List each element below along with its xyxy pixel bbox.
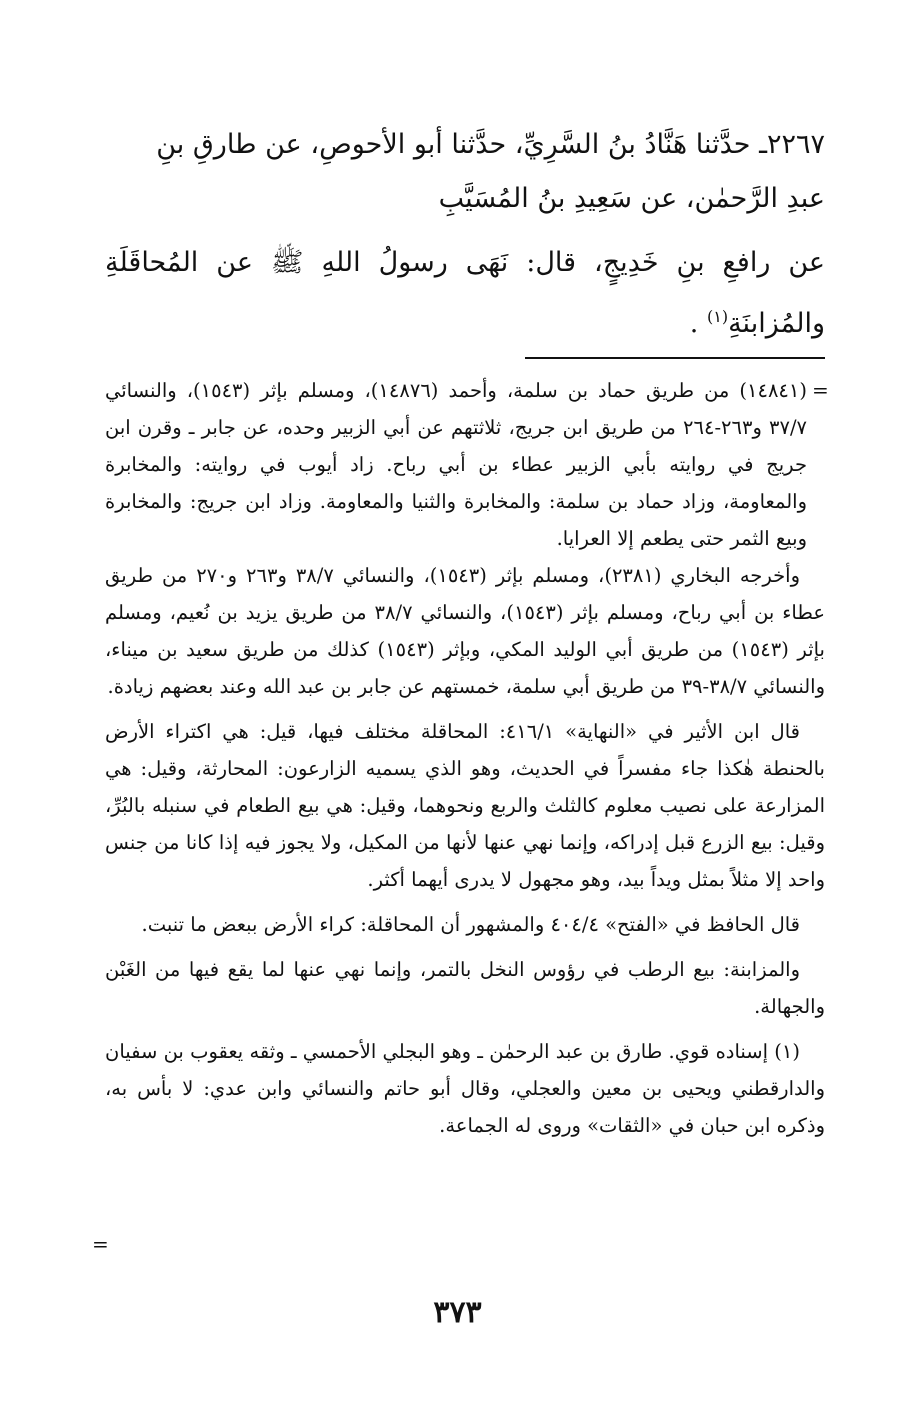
footnote-paragraph-6: (١) إسناده قوي. طارق بن عبد الرحمٰن ـ وهو البجلي الأحمسي ـ وثقه يعقوب بن سفيان والدارقطني ويحيى بن معين والعجلي، وقال أبو حاتم والنسائي وابن عدي: لا بأس به، وذكره ابن حبان في «الثقات» وروى له الجماعة.	[105, 1040, 825, 1137]
footnote-reference: (١)	[706, 307, 729, 326]
matn-end-mark: .	[689, 308, 699, 339]
footnote-separator	[525, 357, 825, 359]
footnote-paragraph-1: (١٤٨٤١) من طريق حماد بن سلمة، وأحمد (١٤٨٧٦)، ومسلم بإثر (١٥٤٣)، والنسائي ٣٧/٧ و٢٦٣-٢٦٤ من طريق ابن جريج، ثلاثتهم عن أبي الزبير وحده، عن جابر ـ وقرن ابن جريج في روايته بأبي الزبير عطاء بن أبي رباح. زاد أيوب في روايته: والمخابرة والمعاومة، وزاد حماد بن سلمة: والمخابرة والثنيا والمعاومة. وزاد ابن جريج: والمخابرة وبيع الثمر حتى يطعم إلا العرايا.	[105, 379, 807, 550]
footnote-paragraph-3: قال ابن الأثير في «النهاية» ٤١٦/١: المحاقلة مختلف فيها، قيل: هي اكتراء الأرض بالحنطة هٰكذا جاء مفسراً في الحديث، وهو الذي يسميه الزارعون: المحارثة، وقيل: هي المزارعة على نصيب معلوم كالثلث والربع ونحوهما، وقيل: هي بيع الطعام في سنبله بالبُرِّ، وقيل: بيع الزرع قبل إدراكه، وإنما نهي عنها لأنها من المكيل، ولا يجوز فيه إذا كانا من جنس واحد إلا مثلاً بمثل ويداً بيد، وهو مجهول لا يدرى أيهما أكثر.	[105, 720, 825, 891]
footnote-paragraph-2: وأخرجه البخاري (٢٣٨١)، ومسلم بإثر (١٥٤٣)، والنسائي ٣٨/٧ و٢٦٣ و٢٧٠ من طريق عطاء بن أبي رباح، ومسلم بإثر (١٥٤٣)، والنسائي ٣٨/٧ من طريق يزيد بن نُعيم، ومسلم بإثر (١٥٤٣) من طريق أبي الوليد المكي، وبإثر (١٥٤٣) كذلك من طريق سعيد بن ميناء، والنسائي ٣٨/٧-٣٩ من طريق أبي سلمة، خمستهم عن جابر بن عبد الله وعند بعضهم زيادة.	[105, 564, 825, 698]
footnote-paragraph-4: قال الحافظ في «الفتح» ٤٠٤/٤ والمشهور أن المحاقلة: كراء الأرض ببعض ما تنبت.	[141, 913, 800, 936]
footnote-paragraph-5: والمزابنة: بيع الرطب في رؤوس النخل بالتمر، وإنما نهي عنها لما يقع فيها من الغَبْن والجهالة.	[105, 958, 825, 1018]
page-number: ٣٧٣	[433, 1295, 482, 1330]
isnad-line-1: ٢٢٦٧ـ حدَّثنا هَنَّادُ بنُ السَّرِيِّ، حدَّثنا أبو الأحوصِ، عن طارقِ بنِ	[156, 129, 825, 160]
matn-text: عن رافعِ بنِ خَدِيجٍ، قال: نَهَى رسولُ اللهِ ﷺ عن المُحاقَلَةِ والمُزابنَةِ	[105, 247, 825, 339]
hadith-matn	[105, 236, 825, 351]
matn-paragraph	[105, 236, 825, 351]
continuation-mark-top: =	[812, 378, 829, 402]
footnotes	[105, 372, 825, 1144]
hadith-isnad	[105, 118, 825, 226]
isnad-line-2: عبدِ الرَّحمٰن، عن سَعِيدِ بنُ المُسَيَّبِ	[438, 183, 825, 214]
continuation-mark-bottom: =	[92, 1232, 109, 1256]
